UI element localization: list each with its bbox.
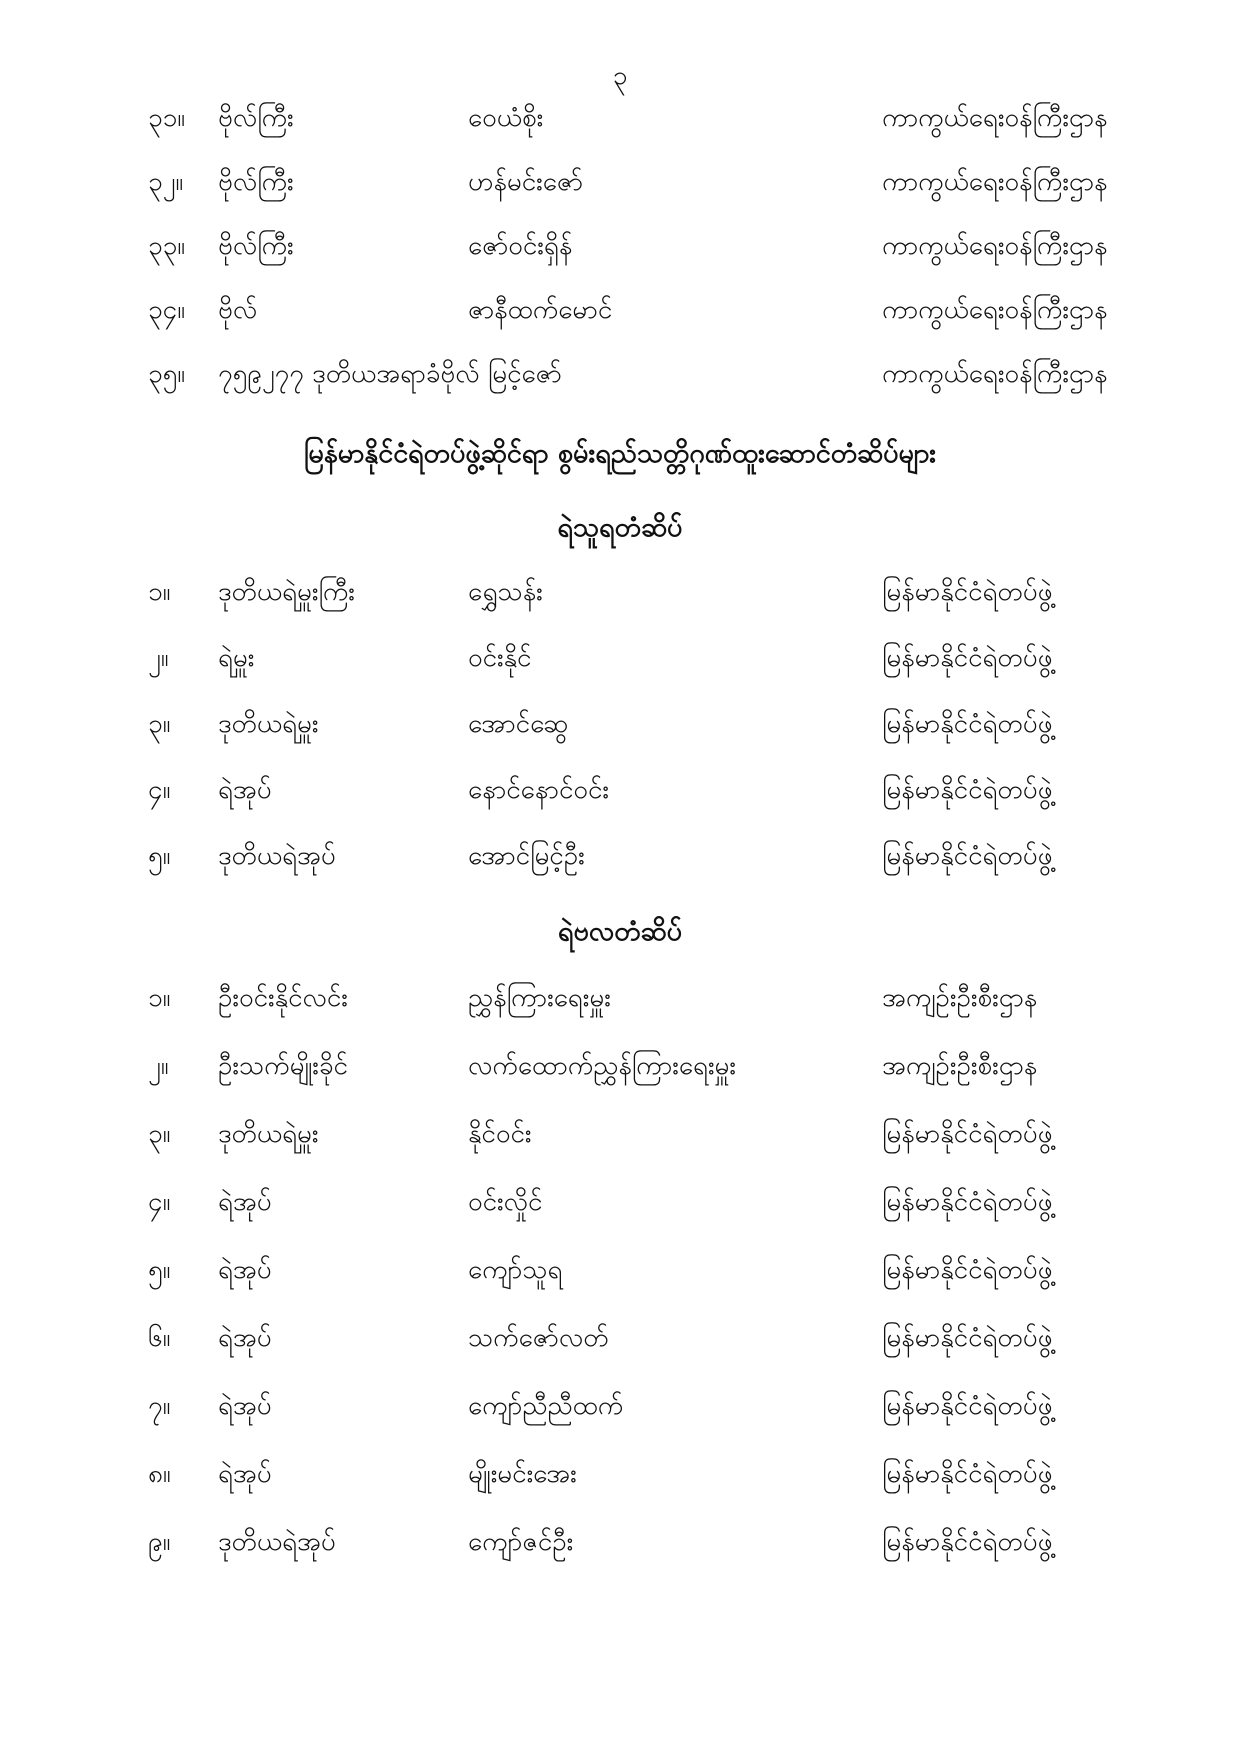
section-heading-police-strength: ရဲဗလတံဆိပ်: [557, 916, 683, 947]
item-number: ၁။: [148, 983, 171, 1013]
item-rank: ဒုတိယရဲအုပ်: [218, 841, 336, 871]
item-department: မြန်မာနိုင်ငံရဲတပ်ဖွဲ့: [882, 1255, 1053, 1285]
item-name: ကျော်ဇင်ဦး: [468, 1527, 574, 1557]
item-department: မြန်မာနိုင်ငံရဲတပ်ဖွဲ့: [882, 643, 1053, 673]
item-department: အကျဉ်းဦးစီးဌာန: [882, 983, 1038, 1013]
item-name: ဟန်မင်းဇော်: [468, 167, 584, 197]
item-number: ၃၅။: [148, 359, 186, 389]
item-rank: ရဲအုပ်: [218, 1323, 272, 1353]
item-name: အောင်ဆွေ: [468, 709, 569, 739]
item-department: ကာကွယ်ရေးဝန်ကြီးဌာန: [882, 167, 1108, 197]
list-item: [0, 978, 1240, 1018]
item-rank: ရဲအုပ်: [218, 1187, 272, 1217]
item-number: ၂။: [148, 1051, 169, 1081]
list-item: [0, 1522, 1240, 1562]
item-number: ၃။: [148, 1119, 171, 1149]
item-name: ဝေယံစိုး: [468, 103, 544, 133]
item-rank: ရဲအုပ်: [218, 1255, 272, 1285]
list-item: [0, 226, 1240, 266]
item-name: မျိုးမင်းအေး: [468, 1459, 577, 1489]
item-department: မြန်မာနိုင်ငံရဲတပ်ဖွဲ့: [882, 841, 1053, 871]
item-number: ၈။: [148, 1459, 171, 1489]
list-item: [0, 1318, 1240, 1358]
item-number: ၄။: [148, 775, 171, 805]
item-department: ကာကွယ်ရေးဝန်ကြီးဌာန: [882, 295, 1108, 325]
list-item: [0, 290, 1240, 330]
item-name: နိုင်ဝင်း: [468, 1119, 532, 1149]
item-department: အကျဉ်းဦးစီးဌာန: [882, 1051, 1038, 1081]
list-item: [0, 704, 1240, 744]
list-item: [0, 1250, 1240, 1290]
item-number: ၂။: [148, 643, 169, 673]
item-department: မြန်မာနိုင်ငံရဲတပ်ဖွဲ့: [882, 1119, 1053, 1149]
section-heading-police-hero: ရဲသူရတံဆိပ်: [557, 512, 683, 543]
list-item: [0, 1454, 1240, 1494]
item-number: ၃၄။: [148, 295, 186, 325]
item-number: ၄။: [148, 1187, 171, 1217]
item-number: ၃။: [148, 709, 171, 739]
list-item: [0, 162, 1240, 202]
item-name: ဇာနီထက်မောင်: [468, 295, 613, 325]
item-department: ကာကွယ်ရေးဝန်ကြီးဌာန: [882, 103, 1108, 133]
item-name: ကျော်သူရ: [468, 1255, 563, 1285]
item-department: မြန်မာနိုင်ငံရဲတပ်ဖွဲ့: [882, 709, 1053, 739]
item-rank: ဗိုလ်ကြီး: [218, 167, 294, 197]
item-number: ၃၁။: [148, 103, 186, 133]
item-rank: ဒုတိယရဲအုပ်: [218, 1527, 336, 1557]
item-department: မြန်မာနိုင်ငံရဲတပ်ဖွဲ့: [882, 1527, 1053, 1557]
main-heading: မြန်မာနိုင်ငံရဲတပ်ဖွဲ့ဆိုင်ရာ စွမ်းရည်သတ္တိဂုဏ်ထူးဆောင်တံဆိပ်များ: [303, 438, 937, 469]
list-item: [0, 1386, 1240, 1426]
item-name: ဇော်ဝင်းရှိန်: [468, 231, 573, 261]
item-name: ကျော်ညီညီထက်: [468, 1391, 624, 1421]
list-item: [0, 354, 1240, 394]
item-rank: ရဲမှူး: [218, 643, 255, 673]
item-name: လက်ထောက်ညွှန်ကြားရေးမှူး: [468, 1051, 736, 1081]
item-department: မြန်မာနိုင်ငံရဲတပ်ဖွဲ့: [882, 1391, 1053, 1421]
item-number: ၃၂။: [148, 167, 184, 197]
item-name: ၇၅၉၂၇၇ ဒုတိယအရာခံဗိုလ် မြင့်ဇော်: [218, 359, 562, 389]
list-item: [0, 638, 1240, 678]
item-rank: ရဲအုပ်: [218, 775, 272, 805]
list-item: [0, 1046, 1240, 1086]
item-rank: ဗိုလ်ကြီး: [218, 231, 294, 261]
list-item: [0, 572, 1240, 612]
item-rank: ရဲအုပ်: [218, 1391, 272, 1421]
page-number: ၃: [612, 61, 628, 91]
list-item: [0, 836, 1240, 876]
item-name: သက်ဇော်လတ်: [468, 1323, 609, 1353]
item-name: အောင်မြင့်ဦး: [468, 841, 585, 871]
item-number: ၉။: [148, 1527, 171, 1557]
item-rank: ဦးသက်မျိုးခိုင်: [218, 1051, 348, 1081]
item-name: ညွှန်ကြားရေးမှူး: [468, 983, 611, 1013]
item-name: ရွှေသန်း: [468, 577, 543, 607]
item-number: ၇။: [148, 1391, 171, 1421]
item-department: ကာကွယ်ရေးဝန်ကြီးဌာန: [882, 231, 1108, 261]
item-rank: ဗိုလ်ကြီး: [218, 103, 294, 133]
item-name: ဝင်းနိုင်: [468, 643, 532, 673]
item-department: မြန်မာနိုင်ငံရဲတပ်ဖွဲ့: [882, 1187, 1053, 1217]
item-number: ၆။: [148, 1323, 171, 1353]
item-rank: ဒုတိယရဲမှူး: [218, 1119, 319, 1149]
item-number: ၃၃။: [148, 231, 186, 261]
item-rank: ဗိုလ်: [218, 295, 258, 325]
list-item: [0, 98, 1240, 138]
list-item: [0, 1182, 1240, 1222]
item-rank: ဦးဝင်းနိုင်လင်း: [218, 983, 348, 1013]
item-number: ၅။: [148, 1255, 171, 1285]
item-department: မြန်မာနိုင်ငံရဲတပ်ဖွဲ့: [882, 1459, 1053, 1489]
item-number: ၅။: [148, 841, 171, 871]
item-department: ကာကွယ်ရေးဝန်ကြီးဌာန: [882, 359, 1108, 389]
item-number: ၁။: [148, 577, 171, 607]
item-rank: ရဲအုပ်: [218, 1459, 272, 1489]
item-rank: ဒုတိယရဲမှူးကြီး: [218, 577, 355, 607]
item-name: နောင်နောင်ဝင်း: [468, 775, 609, 805]
item-department: မြန်မာနိုင်ငံရဲတပ်ဖွဲ့: [882, 1323, 1053, 1353]
list-item: [0, 770, 1240, 810]
list-item: [0, 1114, 1240, 1154]
item-department: မြန်မာနိုင်ငံရဲတပ်ဖွဲ့: [882, 577, 1053, 607]
item-rank: ဒုတိယရဲမှူး: [218, 709, 319, 739]
item-department: မြန်မာနိုင်ငံရဲတပ်ဖွဲ့: [882, 775, 1053, 805]
item-name: ဝင်းလှိုင်: [468, 1187, 543, 1217]
